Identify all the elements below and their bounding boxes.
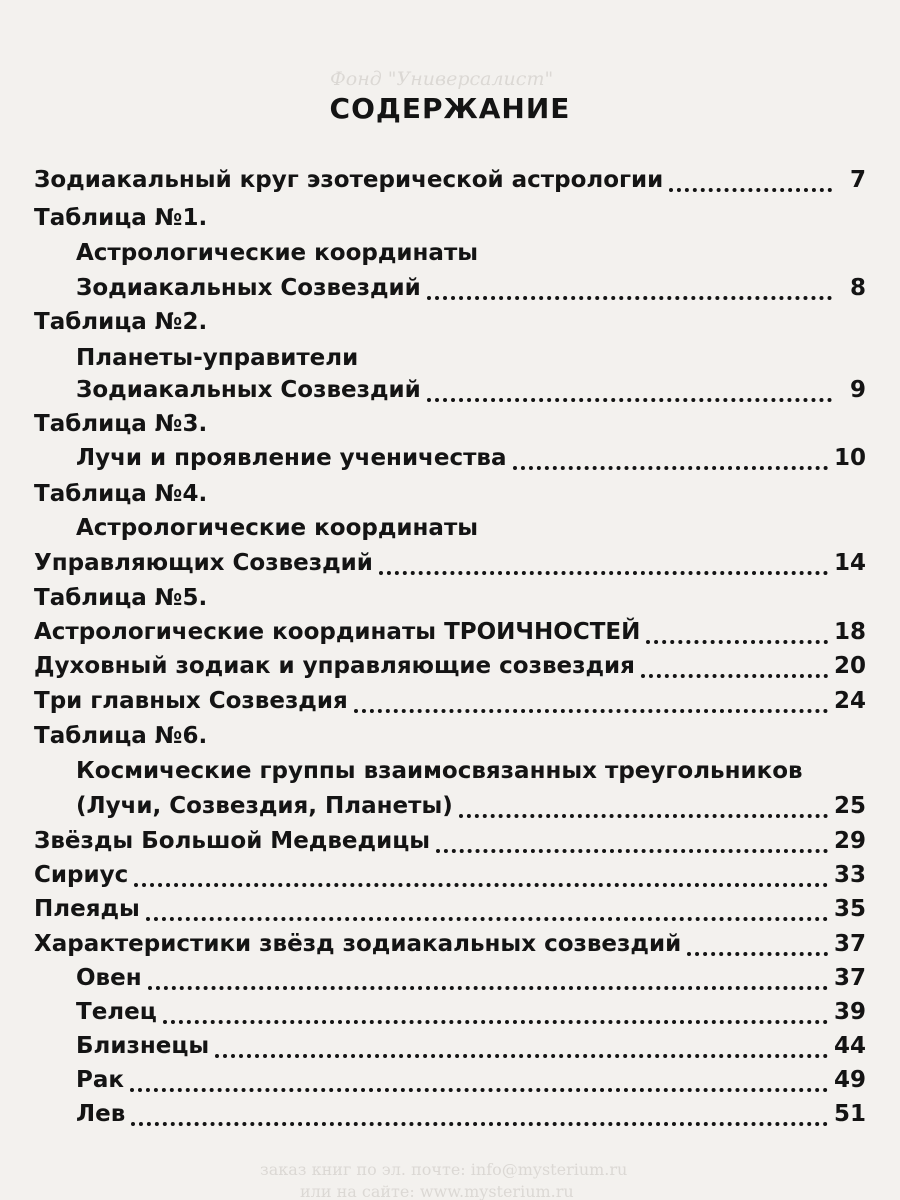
leader-dots (436, 849, 828, 853)
leader-dots (427, 398, 832, 402)
leader-dots (163, 1020, 828, 1024)
toc-subheading (76, 233, 866, 273)
toc-entry-text: Звёзды Большой Медведицы (34, 828, 431, 854)
toc-entry-text: Таблица №2. (34, 309, 208, 335)
toc-entry-text: (Лучи, Созвездия, Планеты) (76, 793, 453, 819)
toc-entry-text: Космические группы взаимосвязанных треугольников (76, 758, 803, 784)
toc-entry-text: Зодиакальных Созвездий (76, 377, 421, 403)
toc-entry-text: Сириус (34, 862, 129, 888)
toc-entry-text: Лев (76, 1101, 126, 1127)
leader-dots (641, 674, 828, 678)
leader-dots (148, 986, 828, 990)
ghost-footer-email: заказ книг по эл. почте: info@mysterium.ru (260, 1160, 628, 1179)
toc-entry-text: Астрологические координаты (76, 240, 479, 266)
toc-entry-text: Телец (76, 999, 157, 1025)
toc-entry-text: Астрологические координаты ТРОИЧНОСТЕЙ (34, 619, 641, 645)
toc-entry-text: Планеты-управители (76, 345, 359, 371)
leader-dots (131, 1122, 828, 1126)
toc-entry-page: 49 (833, 1067, 866, 1093)
toc-entry-page: 37 (833, 965, 866, 991)
toc-subheading (76, 508, 866, 548)
leader-dots (513, 466, 828, 470)
ghost-header: Фонд "Универсалист" (330, 68, 554, 90)
toc-entry-page: 44 (833, 1033, 866, 1059)
page-title: СОДЕРЖАНИЕ (329, 92, 571, 125)
toc-entry-text: Управляющих Созвездий (34, 550, 373, 576)
toc-entry-text: Рак (76, 1067, 124, 1093)
leader-dots (427, 296, 832, 300)
toc-entry-text: Астрологические координаты (76, 515, 479, 541)
toc-entry-page: 9 (849, 377, 866, 403)
toc-entry-page: 20 (833, 653, 866, 679)
toc-heading (34, 302, 866, 342)
toc-entry-page: 10 (833, 445, 866, 471)
toc-entry-page: 25 (833, 793, 866, 819)
toc-entry (34, 543, 866, 583)
toc-entry-text: Плеяды (34, 896, 140, 922)
toc-entry-text: Таблица №6. (34, 723, 208, 749)
toc-heading (34, 198, 866, 238)
toc-entry-page: 24 (833, 688, 866, 714)
toc-entry (76, 1094, 866, 1134)
leader-dots (687, 952, 828, 956)
toc-entry-page: 7 (849, 167, 866, 193)
leader-dots (354, 709, 828, 713)
leader-dots (134, 883, 828, 887)
toc-entry-page: 35 (833, 896, 866, 922)
toc-entry-text: Близнецы (76, 1033, 210, 1059)
toc-entry-text: Зодиакальных Созвездий (76, 275, 421, 301)
toc-entry (34, 646, 866, 686)
toc-entry-page: 8 (849, 275, 866, 301)
toc-entry-page: 29 (833, 828, 866, 854)
toc-entry-text: Характеристики звёзд зодиакальных созвездий (34, 931, 682, 957)
leader-dots (130, 1088, 828, 1092)
leader-dots (146, 917, 828, 921)
toc-subheading (76, 751, 866, 791)
toc-heading (34, 716, 866, 756)
ghost-footer-site: или на сайте: www.mysterium.ru (300, 1182, 574, 1200)
toc-entry-page: 39 (833, 999, 866, 1025)
toc-entry (76, 438, 866, 478)
toc-entry-page: 14 (833, 550, 866, 576)
toc-entry-page: 51 (833, 1101, 866, 1127)
toc-entry-text: Лучи и проявление ученичества (76, 445, 507, 471)
toc-entry (34, 889, 866, 929)
toc-entry-text: Таблица №5. (34, 585, 208, 611)
toc-entry-page: 18 (833, 619, 866, 645)
leader-dots (379, 571, 828, 575)
toc-entry-page: 33 (833, 862, 866, 888)
toc-entry-text: Три главных Созвездия (34, 688, 348, 714)
toc-entry-text: Духовный зодиак и управляющие созвездия (34, 653, 635, 679)
toc-entry (34, 160, 866, 200)
toc-entry-text: Таблица №4. (34, 481, 208, 507)
leader-dots (669, 188, 832, 192)
leader-dots (646, 640, 828, 644)
toc-entry (76, 786, 866, 826)
toc-entry-text: Таблица №1. (34, 205, 208, 231)
leader-dots (215, 1054, 828, 1058)
toc-entry (34, 681, 866, 721)
toc-entry-text: Овен (76, 965, 142, 991)
leader-dots (459, 814, 828, 818)
toc-entry-text: Зодиакальный круг эзотерической астрологии (34, 167, 664, 193)
toc-entry-text: Таблица №3. (34, 411, 208, 437)
toc-entry-page: 37 (833, 931, 866, 957)
